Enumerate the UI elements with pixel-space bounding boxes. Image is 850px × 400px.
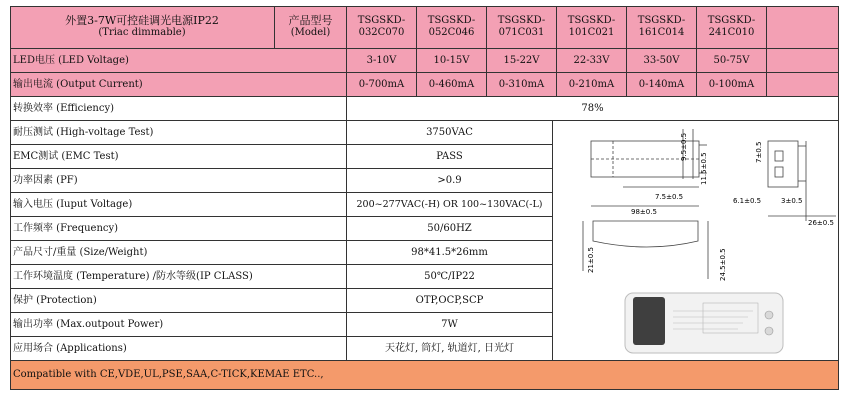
model-5-line1: TSGSKD- bbox=[637, 15, 686, 26]
model-cell-3 bbox=[487, 6, 557, 49]
model-1-line2: 032C070 bbox=[358, 27, 405, 38]
spec-label-input-voltage: 输入电压 (Iuput Voltage) bbox=[10, 193, 347, 217]
spec-label-frequency: 工作频率 (Frequency) bbox=[10, 217, 347, 241]
front-view-drawing bbox=[583, 221, 708, 279]
led-voltage-2: 10-15V bbox=[417, 49, 487, 73]
model-label-line1: 产品型号 bbox=[288, 14, 333, 27]
dim-9-5: 9.5±0.5 bbox=[680, 132, 688, 161]
model-cell-6 bbox=[697, 6, 767, 49]
output-current-4: 0-210mA bbox=[557, 73, 627, 97]
title-cell bbox=[10, 6, 275, 49]
spec-value-size-weight: 98*41.5*26mm bbox=[347, 241, 553, 265]
title-line1: 外置3-7W可控硅调光电源IP22 bbox=[65, 14, 219, 27]
model-cell-2 bbox=[417, 6, 487, 49]
model-4-line1: TSGSKD- bbox=[567, 15, 616, 26]
output-current-1: 0-700mA bbox=[347, 73, 417, 97]
model-label-line2: (Model) bbox=[290, 27, 331, 38]
dim-98: 98±0.5 bbox=[631, 208, 657, 216]
top-view-drawing bbox=[591, 129, 707, 206]
spec-label-temperature: 工作环境温度 (Temperature) /防水等级(IP CLASS) bbox=[10, 265, 347, 289]
spec-label-pf: 功率因素 (PF) bbox=[10, 169, 347, 193]
drawing-area bbox=[553, 121, 839, 361]
dim-26: 26±0.5 bbox=[808, 219, 834, 227]
title-line2: (Triac dimmable) bbox=[98, 27, 186, 38]
led-voltage-blank bbox=[767, 49, 839, 73]
model-6-line1: TSGSKD- bbox=[707, 15, 756, 26]
model-6-line2: 241C010 bbox=[708, 27, 755, 38]
side-view-drawing bbox=[768, 141, 836, 221]
dim-7-5: 7.5±0.5 bbox=[655, 193, 684, 201]
dim-7: 7±0.5 bbox=[755, 141, 763, 163]
header-blank bbox=[767, 6, 839, 49]
spec-value-max-power: 7W bbox=[347, 313, 553, 337]
model-1-line1: TSGSKD- bbox=[357, 15, 406, 26]
spec-value-pf: >0.9 bbox=[347, 169, 553, 193]
spec-label-size-weight: 产品尺寸/重量 (Size/Weight) bbox=[10, 241, 347, 265]
model-label-cell bbox=[275, 6, 347, 49]
output-current-2: 0-460mA bbox=[417, 73, 487, 97]
output-current-5: 0-140mA bbox=[627, 73, 697, 97]
led-voltage-6: 50-75V bbox=[697, 49, 767, 73]
model-cell-4 bbox=[557, 6, 627, 49]
spec-label-protection: 保护 (Protection) bbox=[10, 289, 347, 313]
spec-value-input-voltage: 200~277VAC(-H) OR 100~130VAC(-L) bbox=[347, 193, 553, 217]
model-cell-5 bbox=[627, 6, 697, 49]
output-current-blank bbox=[767, 73, 839, 97]
efficiency-label: 转换效率 (Efficiency) bbox=[10, 97, 347, 121]
model-4-line2: 101C021 bbox=[568, 27, 615, 38]
output-current-6: 0-100mA bbox=[697, 73, 767, 97]
output-current-3: 0-310mA bbox=[487, 73, 557, 97]
dim-11-5: 11.5±0.5 bbox=[700, 152, 708, 185]
model-cell-1 bbox=[347, 6, 417, 49]
spec-value-temperature: 50℃/IP22 bbox=[347, 265, 553, 289]
model-3-line2: 071C031 bbox=[498, 27, 545, 38]
dim-21: 21±0.5 bbox=[587, 247, 595, 273]
dimension-drawing bbox=[553, 121, 837, 359]
model-3-line1: TSGSKD- bbox=[497, 15, 546, 26]
spec-label-emc: EMC测试 (EMC Test) bbox=[10, 145, 347, 169]
led-voltage-4: 22-33V bbox=[557, 49, 627, 73]
spec-value-applications: 天花灯, 筒灯, 轨道灯, 日光灯 bbox=[347, 337, 553, 361]
model-2-line1: TSGSKD- bbox=[427, 15, 476, 26]
led-voltage-5: 33-50V bbox=[627, 49, 697, 73]
led-voltage-label: LED电压 (LED Voltage) bbox=[10, 49, 347, 73]
dim-3: 3±0.5 bbox=[781, 197, 803, 205]
spec-value-frequency: 50/60HZ bbox=[347, 217, 553, 241]
product-photo bbox=[625, 293, 783, 353]
output-current-label: 输出电流 (Output Current) bbox=[10, 73, 347, 97]
spec-value-protection: OTP,OCP,SCP bbox=[347, 289, 553, 313]
spec-sheet bbox=[10, 6, 839, 390]
spec-label-applications: 应用场合 (Applications) bbox=[10, 337, 347, 361]
spec-label-hv-test: 耐压测试 (High-voltage Test) bbox=[10, 121, 347, 145]
spec-label-max-power: 输出功率 (Max.outpout Power) bbox=[10, 313, 347, 337]
led-voltage-1: 3-10V bbox=[347, 49, 417, 73]
spec-value-emc: PASS bbox=[347, 145, 553, 169]
dim-24-5: 24.5±0.5 bbox=[719, 248, 727, 281]
dim-6-1: 6.1±0.5 bbox=[733, 197, 762, 205]
efficiency-value: 78% bbox=[347, 97, 839, 121]
spec-value-hv-test: 3750VAC bbox=[347, 121, 553, 145]
model-2-line2: 052C046 bbox=[428, 27, 475, 38]
compatibility-footer: Compatible with CE,VDE,UL,PSE,SAA,C-TICK,KEMAE ETC.., bbox=[10, 361, 839, 390]
model-5-line2: 161C014 bbox=[638, 27, 685, 38]
led-voltage-3: 15-22V bbox=[487, 49, 557, 73]
